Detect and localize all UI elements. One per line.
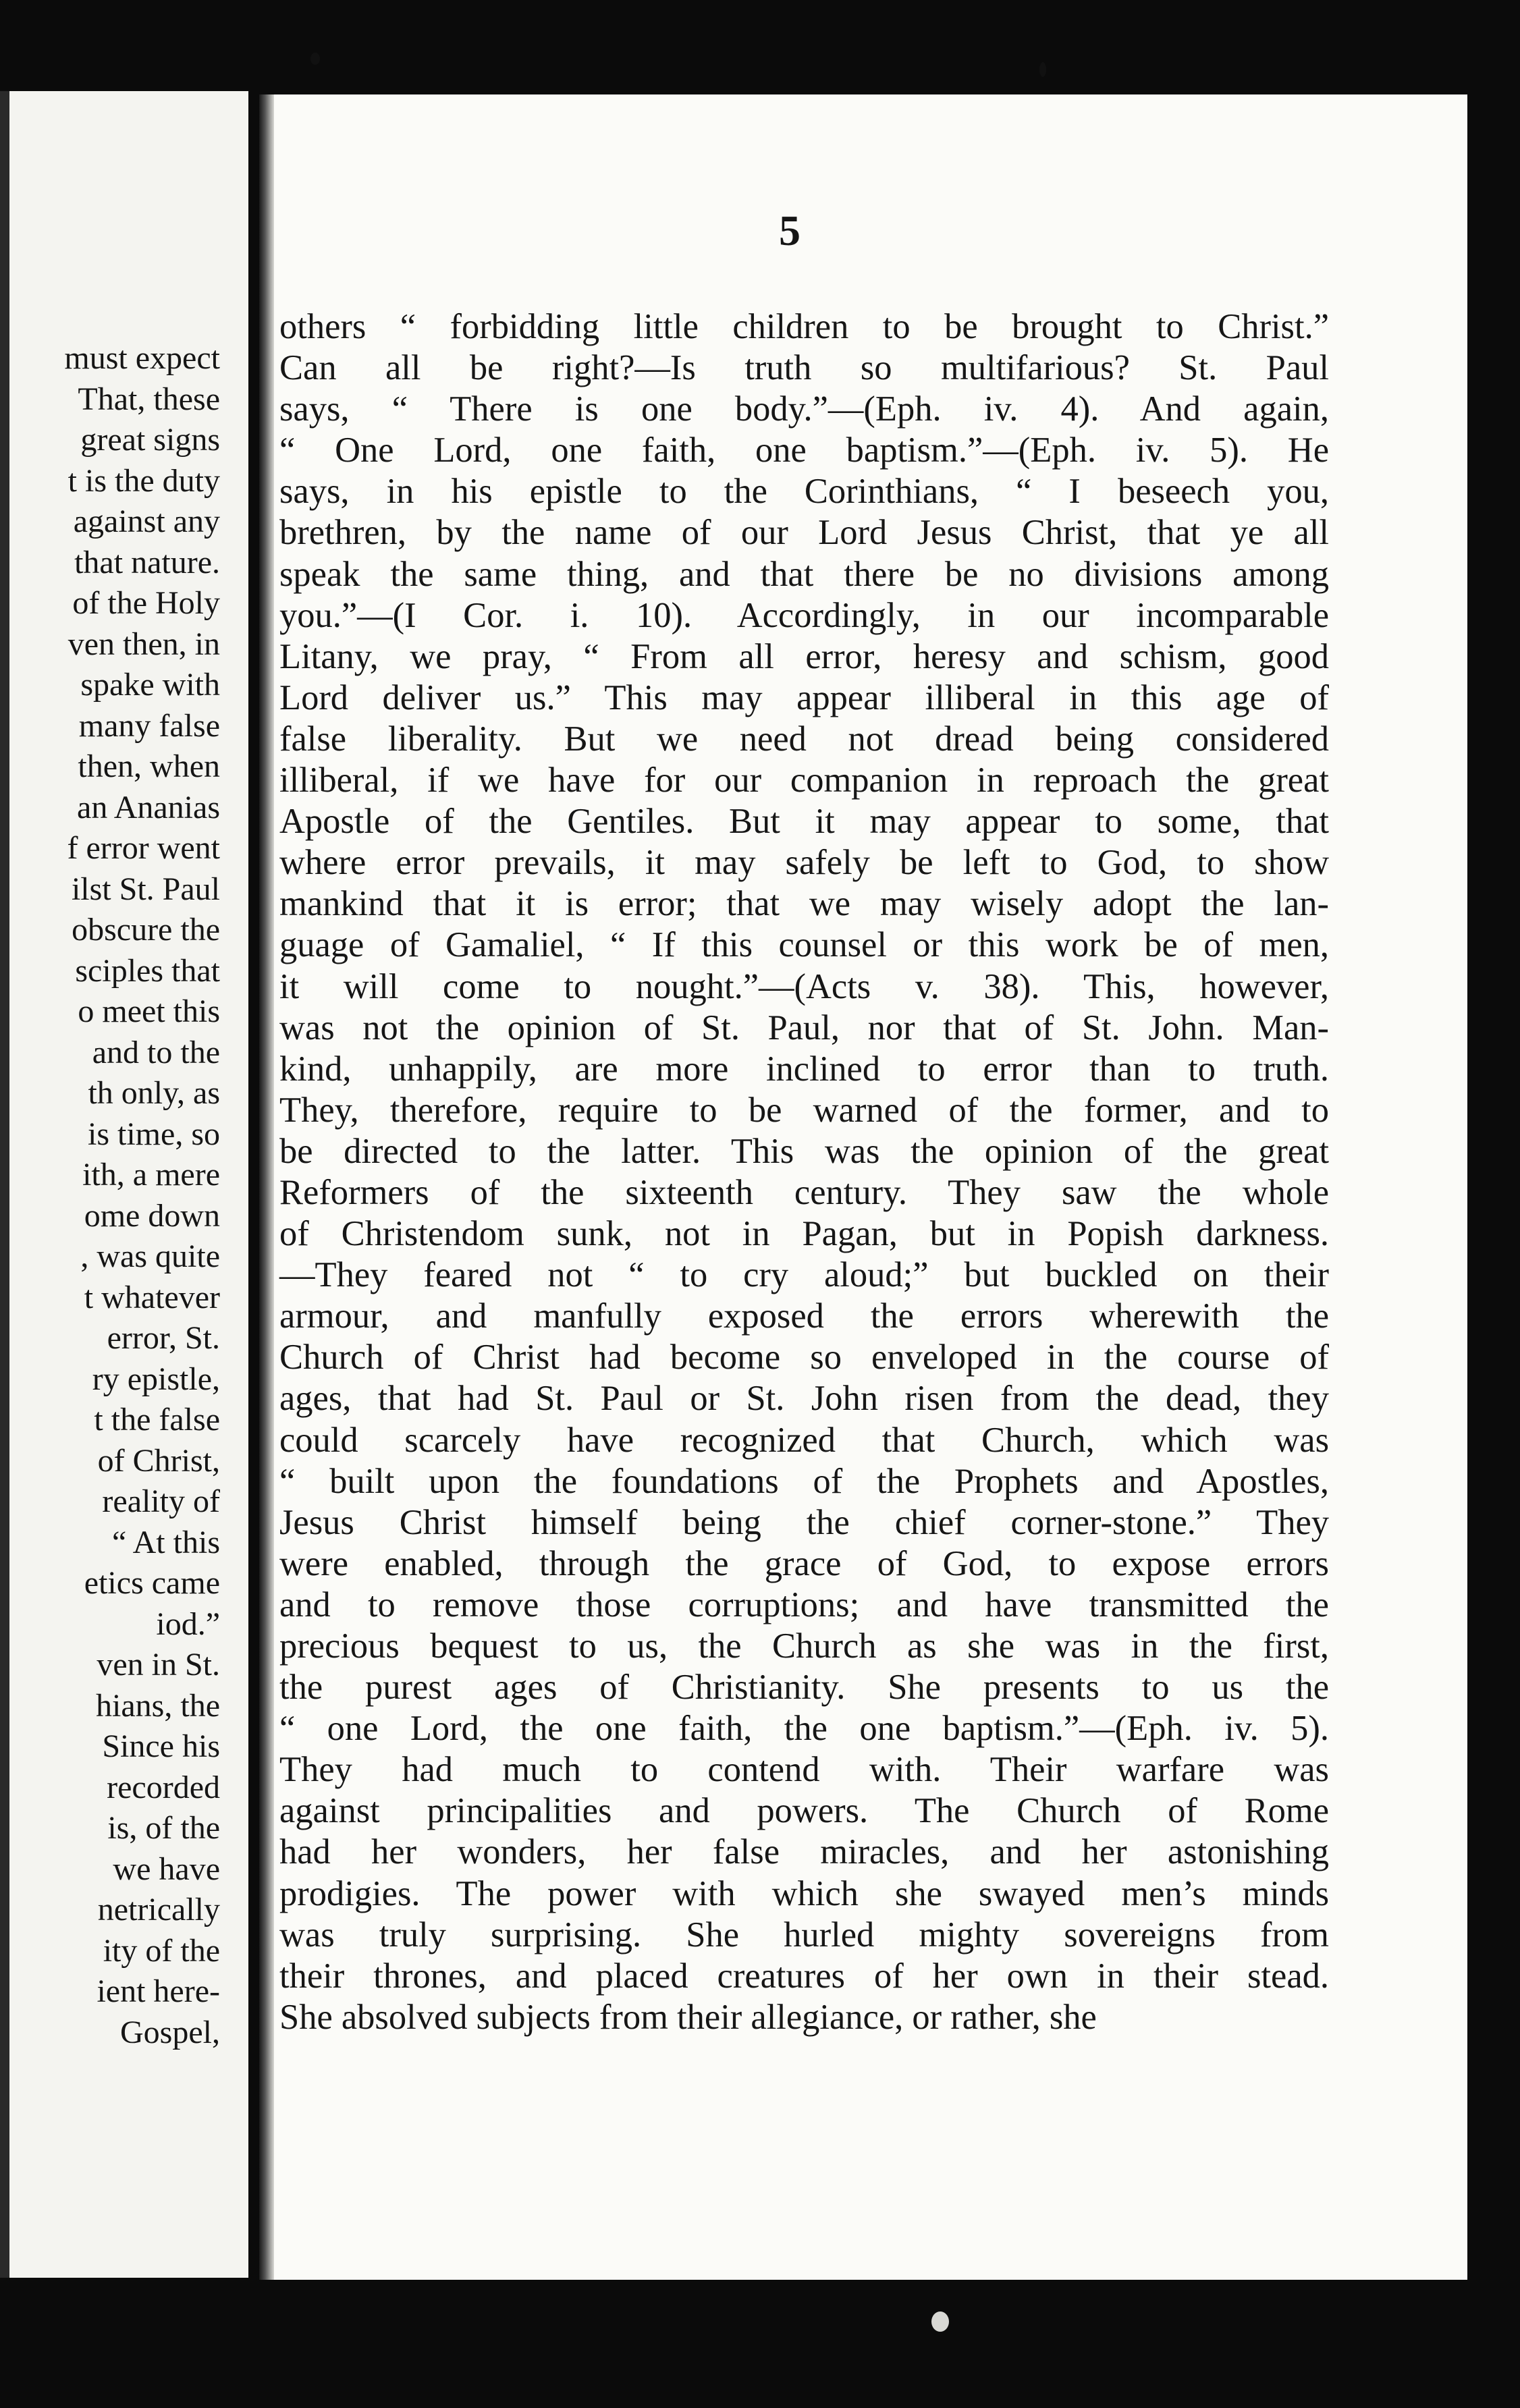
text-line: were enabled, through the grace of God, to expose errors [279,1543,1329,1583]
left-text-line: th only, as [88,1075,220,1111]
scan-speck [310,53,320,65]
text-line: you.”—(I Cor. i. 10). Accordingly, in our incomparable [279,595,1329,635]
text-line: brethren, by the name of our Lord Jesus Christ, that ye all [279,513,1329,553]
text-line: precious bequest to us, the Church as she was in the first, [279,1626,1329,1666]
left-text-line: iod.” [156,1606,220,1642]
left-text-line: ome down [84,1197,220,1234]
text-line: mankind that it is error; that we may wisely adopt the lan- [279,884,1329,924]
text-line: others “ forbidding little children to be brought to Christ.” [279,307,1329,346]
page-number: 5 [779,207,800,254]
text-line: Litany, we pray, “ From all error, heresy and schism, good [279,636,1329,676]
text-line: “ built upon the foundations of the Prophets and Apostles, [279,1461,1329,1501]
text-line: She absolved subjects from their allegiance, or rather, she [279,1997,1097,2037]
left-text-line: t the false [94,1402,220,1438]
left-text-line: t whatever [84,1279,220,1315]
left-text-line: an Ananias [77,789,220,825]
left-text-line: That, these [78,381,220,417]
scan-speck [931,2311,949,2332]
text-line: kind, unhappily, are more inclined to error than to truth. [279,1049,1329,1089]
left-text-line: ity of the [103,1932,220,1969]
text-line: —They feared not “ to cry aloud;” but buckled on their [279,1255,1329,1295]
left-text-line: many false [78,707,220,744]
text-line: speak the same thing, and that there be no divisions among [279,554,1329,594]
left-text-line: Gospel, [120,2014,220,2050]
left-page-fragment [0,91,248,2278]
left-text-line: Since his [102,1728,220,1764]
page-gutter-shadow [259,94,274,2280]
left-text-line: then, when [78,748,220,784]
left-text-line: spake with [80,667,220,703]
text-line: Apostle of the Gentiles. But it may appear to some, that [279,802,1329,842]
left-text-line: that nature. [74,544,220,580]
left-text-line: must expect [64,340,220,376]
text-line: Reformers of the sixteenth century. They saw the whole [279,1172,1329,1212]
text-line: where error prevails, it may safely be left to God, to show [279,843,1329,883]
body-text [279,306,1329,2038]
left-text-line: o meet this [78,993,220,1029]
text-line: the purest ages of Christianity. She presents to us the [279,1668,1329,1707]
left-text-line: netrically [97,1892,220,1927]
text-line: They, therefore, require to be warned of the former, and to [279,1090,1329,1130]
text-line: Can all be right?—Is truth so multifarious? St. Paul [279,348,1329,388]
text-line: ages, that had St. Paul or St. John risen from the dead, they [279,1379,1329,1419]
text-line: armour, and manfully exposed the errors wherewith the [279,1296,1329,1336]
text-line: says, “ There is one body.”—(Eph. iv. 4). And again, [279,389,1329,429]
text-line: had her wonders, her false miracles, and her astonishing [279,1832,1329,1872]
left-text-line: obscure the [72,912,220,948]
left-text-line: recorded [107,1769,220,1805]
left-text-line: great signs [80,422,220,458]
left-text-line: ven then, in [67,626,220,662]
left-text-line: ven in St. [97,1647,220,1682]
text-line: Church of Christ had become so enveloped in the course of [279,1338,1329,1377]
left-text-line: of Christ, [97,1442,220,1479]
text-line: of Christendom sunk, not in Pagan, but in Popish darkness. [279,1214,1329,1254]
text-line: guage of Gamaliel, “ If this counsel or this work be of men, [279,925,1329,965]
text-line: They had much to contend with. Their warfare was [279,1750,1329,1790]
left-text-line: ient here- [97,1973,220,2009]
text-line: Jesus Christ himself being the chief corner-stone.” They [279,1502,1329,1542]
text-line: false liberality. But we need not dread being considered [279,719,1329,759]
left-text-line: , was quite [80,1238,220,1274]
left-text-line: sciples that [75,952,220,989]
text-line: was truly surprising. She hurled mighty sovereigns from [279,1915,1329,1954]
text-line: was not the opinion of St. Paul, nor that of St. John. Man- [279,1008,1329,1047]
binding-edge [0,91,9,2278]
left-text-line: against any [73,503,220,539]
left-text-line: we have [113,1851,220,1887]
left-text-line: and to the [92,1034,220,1070]
left-text-line: t is the duty [67,462,220,499]
text-line: against principalities and powers. The Church of Rome [279,1791,1329,1831]
text-line: says, in his epistle to the Corinthians, “ I beseech you, [279,472,1329,512]
left-text-line: ilst St. Paul [71,871,220,907]
left-text-line: of the Holy [72,585,220,621]
left-text-line: ry epistle, [92,1361,220,1397]
text-line: Lord deliver us.” This may appear illiberal in this age of [279,678,1329,717]
text-line: illiberal, if we have for our companion in reproach the great [279,761,1329,800]
left-text-line: f error went [67,830,220,866]
text-line: it will come to nought.”—(Acts v. 38). This, however, [279,966,1329,1006]
left-text-line: is, of the [107,1810,220,1846]
text-line: their thrones, and placed creatures of her own in their stead. [279,1956,1329,1996]
left-text-line: error, St. [107,1320,220,1356]
left-page-text [64,338,220,2053]
left-text-line: hians, the [96,1687,220,1724]
scan-speck [1039,62,1046,77]
left-text-line: is time, so [87,1116,220,1152]
text-line: “ one Lord, the one faith, the one baptism.”—(Eph. iv. 5). [279,1709,1329,1749]
text-line: prodigies. The power with which she swayed men’s minds [279,1873,1329,1913]
left-text-line: etics came [84,1565,220,1601]
left-text-line: “ At this [111,1524,220,1560]
left-text-line: reality of [102,1483,220,1519]
text-line: could scarcely have recognized that Church, which was [279,1420,1329,1460]
text-line: and to remove those corruptions; and have transmitted the [279,1585,1329,1624]
left-text-line: ith, a mere [82,1157,220,1193]
right-page [259,94,1467,2280]
text-line: be directed to the latter. This was the opinion of the great [279,1131,1329,1171]
text-line: “ One Lord, one faith, one baptism.”—(Eph. iv. 5). He [279,431,1329,470]
